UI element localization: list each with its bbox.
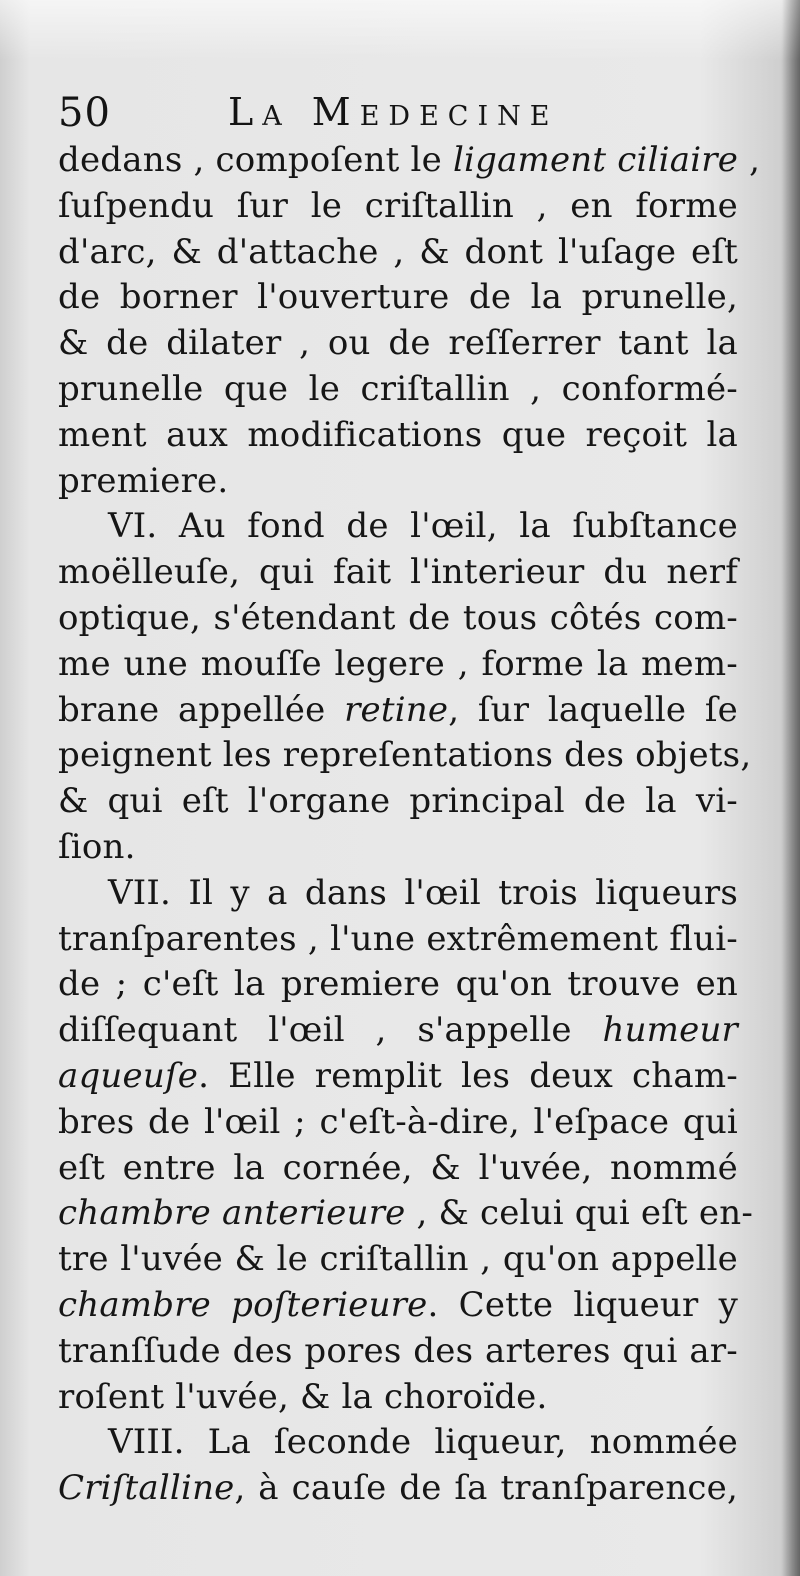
text-line: tranſparentes , l'une extrêmement flui- [58, 918, 738, 959]
text-line: brane appellée retine, ſur laquelle ſe [58, 689, 738, 730]
paragraph-start-VII: VII. Il y a dans l'œil trois liqueurs [108, 872, 738, 913]
page-gutter-shadow [782, 0, 800, 1576]
body-text [58, 138, 761, 1512]
text-line: eſt entre la cornée, & l'uvée, nommé [58, 1147, 738, 1188]
text-line: tre l'uvée & le criſtallin , qu'on appelle [58, 1239, 738, 1280]
page-number: 50 [58, 90, 111, 136]
text-line: chambre poſterieure. Cette liqueur y [58, 1284, 738, 1325]
text-line: moëlleuſe, qui fait l'interieur du nerf [58, 552, 738, 593]
paragraph-start-VI: VI. Au fond de l'œil, la ſubſtance [108, 506, 738, 547]
text-line: ſuſpendu ſur le criſtallin , en forme [58, 185, 738, 226]
text-line: bres de l'œil ; c'eſt-à-dire, l'eſpace qui [58, 1101, 738, 1142]
text-line: peignent les repreſentations des objets, [58, 735, 752, 776]
text-line: aqueuſe. Elle remplit les deux cham- [58, 1055, 738, 1096]
page-top-shading [0, 0, 800, 60]
text-line: tranſſude des pores des arteres qui ar- [58, 1330, 738, 1371]
text-line: premiere. [58, 460, 229, 501]
paragraph-start-VIII: VIII. La ſeconde liqueur, nommée [108, 1422, 738, 1463]
text-line: optique, s'étendant de tous côtés com- [58, 597, 738, 638]
page-header [58, 86, 618, 136]
text-line: dedans , compoſent le ligament ciliaire , [58, 140, 761, 180]
text-line: chambre anterieure , & celui qui eſt en- [58, 1193, 754, 1234]
text-line: de ; c'eſt la premiere qu'on trouve en [58, 964, 738, 1005]
text-line: & de dilater , ou de reſſerrer tant la [58, 323, 738, 364]
text-line: & qui eſt l'organe principal de la vi- [58, 781, 738, 822]
text-line: roſent l'uvée, & la choroïde. [58, 1376, 548, 1417]
text-line: diſſequant l'œil , s'appelle humeur [58, 1010, 738, 1051]
text-line: Criſtalline, à cauſe de ſa tranſparence, [58, 1468, 738, 1509]
text-line: ment aux modifications que reçoit la [58, 414, 738, 455]
text-line: de borner l'ouverture de la prunelle, [58, 277, 738, 318]
text-line: prunelle que le criſtallin , conformé- [58, 368, 738, 409]
text-line: me une mouſſe legere , forme la mem- [58, 643, 738, 684]
running-head: La Medecine [228, 90, 559, 134]
text-line: d'arc, & d'attache , & dont l'uſage eſt [58, 231, 738, 272]
text-line: ſion. [58, 826, 136, 867]
